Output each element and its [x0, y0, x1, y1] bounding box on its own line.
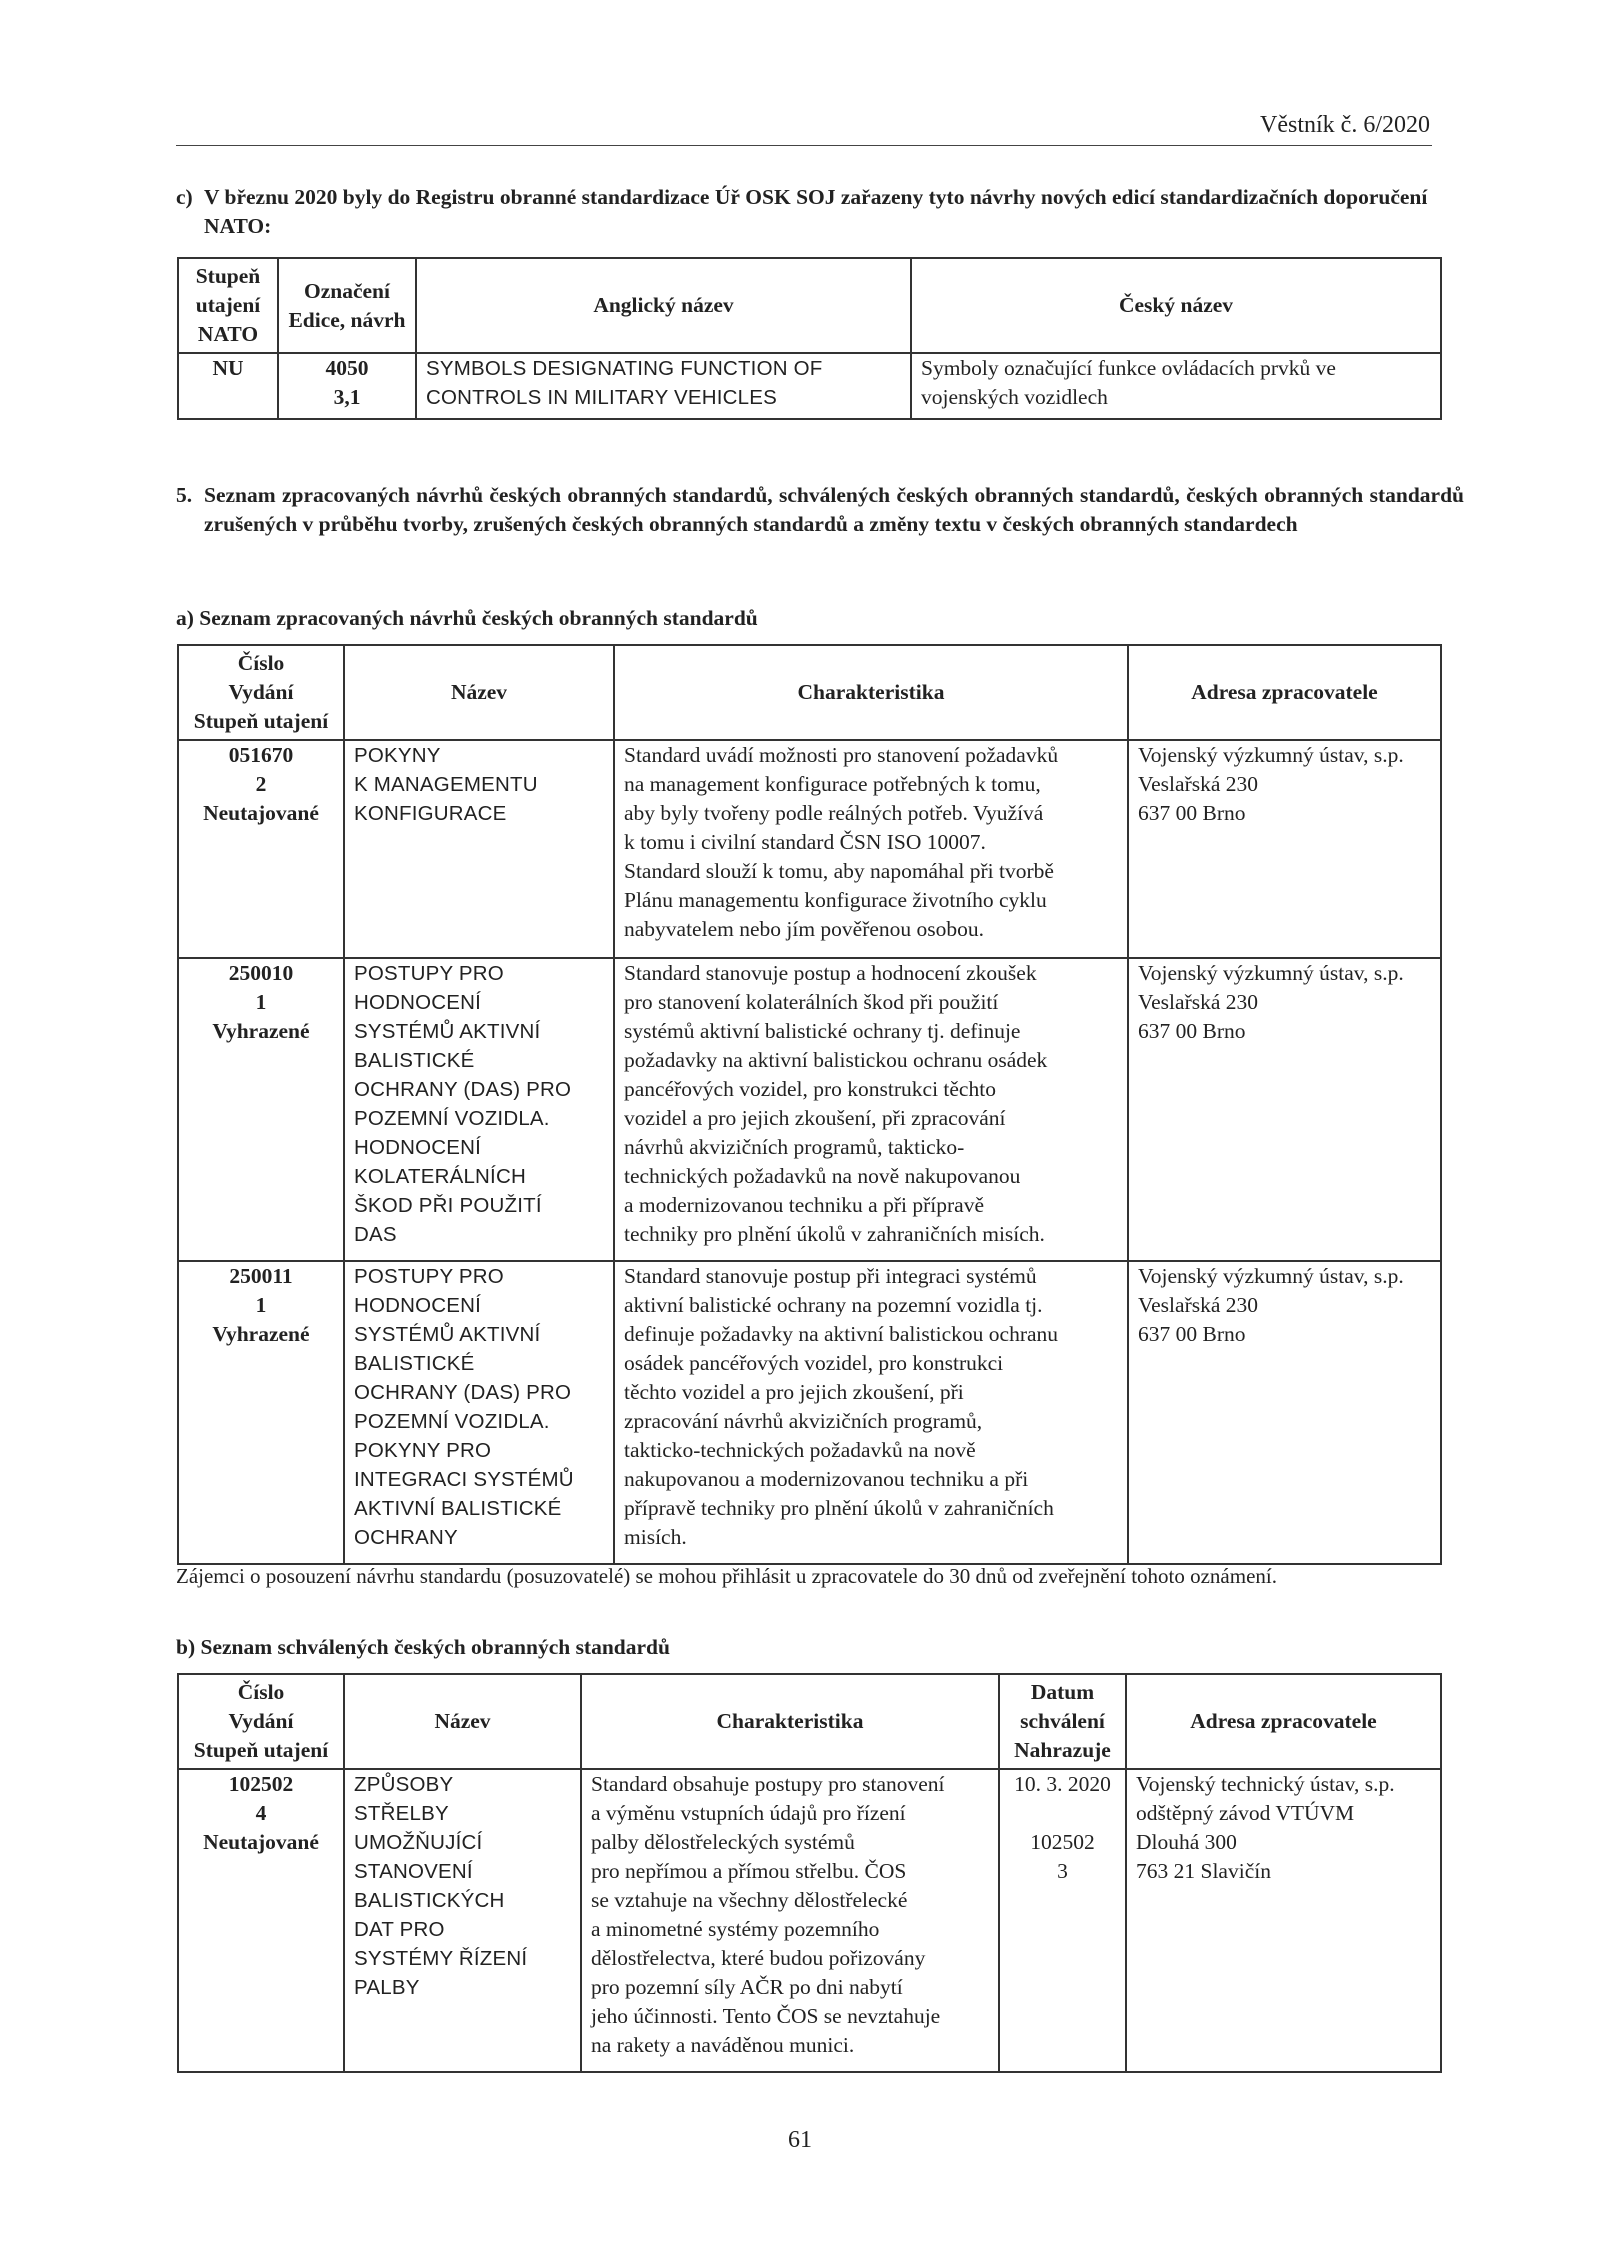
cell-cislo: 250010 1 Vyhrazené — [178, 958, 344, 1261]
section-c-heading — [176, 183, 1464, 241]
header-charakteristika: Charakteristika — [614, 645, 1128, 740]
cell-cislo: 051670 2 Neutajované — [178, 740, 344, 958]
cell-adresa: Vojenský výzkumný ústav, s.p. Veslařská 230 637 00 Brno — [1128, 1261, 1441, 1564]
proposals-table — [177, 644, 1442, 1565]
cell-charakteristika: Standard uvádí možnosti pro stanovení požadavků na management konfigurace potřebných k tomu, aby byly tvořeny podle reálných potřeb. Využívá k tomu i civilní standard ČSN ISO 10007. Standard slouží k tomu, aby napomáhal při tvorbě Plánu managementu konfigurace životního cyklu nabyvatelem nebo jím pověřenou osobou. — [614, 740, 1128, 958]
nato-proposals-table — [177, 257, 1442, 420]
section-5-text: Seznam zpracovaných návrhů českých obranných standardů, schválených českých obranných standardů, českých obranných standardů zrušených v průběhu tvorby, zrušených českých obranných standardů a změny textu v českých obranných standardech — [204, 483, 1464, 536]
header-nazev: Název — [344, 645, 614, 740]
section-b-title: b) Seznam schválených českých obranných standardů — [176, 1635, 670, 1659]
header-cesky-nazev: Český název — [911, 258, 1441, 353]
header-datum: Datum schválení Nahrazuje — [999, 1674, 1126, 1769]
header-divider — [176, 145, 1432, 146]
cell-stupen: NU — [178, 353, 278, 419]
cell-oznaceni: 4050 3,1 — [278, 353, 416, 419]
section-a-title: a) Seznam zpracovaných návrhů českých obranných standardů — [176, 606, 758, 630]
header-cislo: Číslo Vydání Stupeň utajení — [178, 645, 344, 740]
cell-nazev: ZPŮSOBY STŘELBY UMOŽŇUJÍCÍ STANOVENÍ BALISTICKÝCH DAT PRO SYSTÉMY ŘÍZENÍ PALBY — [344, 1769, 581, 2072]
table-header-row — [178, 1674, 1441, 1769]
cell-charakteristika: Standard stanovuje postup a hodnocení zkoušek pro stanovení kolaterálních škod při použití systémů aktivní balistické ochrany tj. definuje požadavky na aktivní balistickou ochranu osádek pancéřových vozidel, pro konstrukci těchto vozidel a pro jejich zkoušení, při zpracování návrhů akvizičních programů, takticko- technických požadavků na nově nakupovanou a modernizovanou techniku a při přípravě techniky pro plnění úkolů v zahraničních misích. — [614, 958, 1128, 1261]
section-5-number: 5. — [176, 483, 193, 507]
table-header-row — [178, 645, 1441, 740]
cell-adresa: Vojenský výzkumný ústav, s.p. Veslařská 230 637 00 Brno — [1128, 740, 1441, 958]
table-header-row — [178, 258, 1441, 353]
cell-datum: 10. 3. 2020 102502 3 — [999, 1769, 1126, 2072]
cell-charakteristika: Standard stanovuje postup při integraci systémů aktivní balistické ochrany na pozemní vozidla tj. definuje požadavky na aktivní balistickou ochranu osádek pancéřových vozidel, pro konstrukci těchto vozidel a pro jejich zkoušení, při zpracování návrhů akvizičních programů, takticko-technických požadavků na nově nakupovanou a modernizovanou techniku a při přípravě techniky pro plnění úkolů v zahraničních misích. — [614, 1261, 1128, 1564]
table-row — [178, 1769, 1441, 2072]
table-row — [178, 958, 1441, 1261]
cell-nazev: POSTUPY PRO HODNOCENÍ SYSTÉMŮ AKTIVNÍ BALISTICKÉ OCHRANY (DAS) PRO POZEMNÍ VOZIDLA. HODNOCENÍ KOLATERÁLNÍCH ŠKOD PŘI POUŽITÍ DAS — [344, 958, 614, 1261]
cell-adresa: Vojenský technický ústav, s.p. odštěpný závod VTÚVM Dlouhá 300 763 21 Slavičín — [1126, 1769, 1441, 2072]
header-adresa: Adresa zpracovatele — [1126, 1674, 1441, 1769]
table-row — [178, 1261, 1441, 1564]
header-anglicky-nazev: Anglický název — [416, 258, 911, 353]
header-nazev: Název — [344, 1674, 581, 1769]
applicants-note: Zájemci o posouzení návrhu standardu (posuzovatelé) se mohou přihlásit u zpracovatele do 30 dnů od zveřejnění tohoto oznámení. — [176, 1564, 1277, 1588]
section-5-heading — [176, 481, 1464, 539]
journal-header: Věstník č. 6/2020 — [1260, 112, 1430, 138]
table-row — [178, 353, 1441, 419]
cell-adresa: Vojenský výzkumný ústav, s.p. Veslařská 230 637 00 Brno — [1128, 958, 1441, 1261]
header-adresa: Adresa zpracovatele — [1128, 645, 1441, 740]
cell-nazev: POSTUPY PRO HODNOCENÍ SYSTÉMŮ AKTIVNÍ BALISTICKÉ OCHRANY (DAS) PRO POZEMNÍ VOZIDLA. POKYNY PRO INTEGRACI SYSTÉMŮ AKTIVNÍ BALISTICKÉ OCHRANY — [344, 1261, 614, 1564]
cell-charakteristika: Standard obsahuje postupy pro stanovení a výměnu vstupních údajů pro řízení palby dělostřeleckých systémů pro nepřímou a přímou střelbu. ČOS se vztahuje na všechny dělostřelecké a minometné systémy pozemního dělostřelectva, které budou pořizovány pro pozemní síly AČR po dni nabytí jeho účinnosti. Tento ČOS se nevztahuje na rakety a naváděnou munici. — [581, 1769, 999, 2072]
cell-anglicky-nazev: SYMBOLS DESIGNATING FUNCTION OF CONTROLS IN MILITARY VEHICLES — [416, 353, 911, 419]
section-c-number: c) — [176, 185, 193, 209]
cell-cesky-nazev: Symboly označující funkce ovládacích prvků ve vojenských vozidlech — [911, 353, 1441, 419]
cell-cislo: 102502 4 Neutajované — [178, 1769, 344, 2072]
cell-cislo: 250011 1 Vyhrazené — [178, 1261, 344, 1564]
header-cislo: Číslo Vydání Stupeň utajení — [178, 1674, 344, 1769]
header-stupen-nato: Stupeň utajení NATO — [178, 258, 278, 353]
page-number: 61 — [788, 2127, 812, 2153]
header-oznaceni: Označení Edice, návrh — [278, 258, 416, 353]
table-row — [178, 740, 1441, 958]
approved-standards-table — [177, 1673, 1442, 2073]
section-c-text: V březnu 2020 byly do Registru obranné standardizace Úř OSK SOJ zařazeny tyto návrhy nových edicí standardizačních doporučení NATO: — [204, 185, 1428, 238]
cell-nazev: POKYNY K MANAGEMENTU KONFIGURACE — [344, 740, 614, 958]
header-charakteristika: Charakteristika — [581, 1674, 999, 1769]
